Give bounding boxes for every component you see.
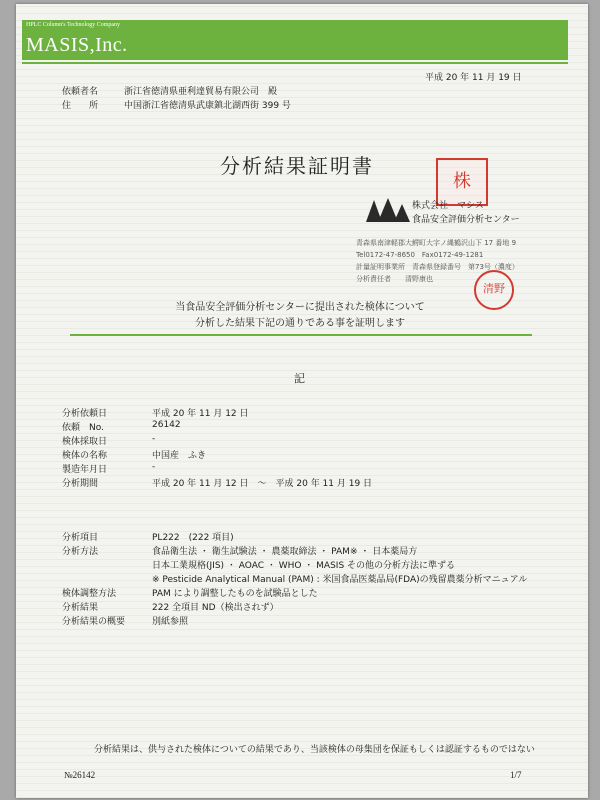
client-name-value: 浙江省徳清県亜利達貿易有限公司 殿 — [124, 87, 278, 97]
detail-label: 検体の名称 — [62, 451, 108, 461]
document-number: №26142 — [64, 770, 96, 780]
client-address-label: 住 所 — [62, 101, 99, 111]
detail-value: 平成 20 年 11 月 12 日 〜 平成 20 年 11 月 19 日 — [152, 479, 373, 489]
company-manager: 分析責任者 清野康也 — [356, 275, 433, 283]
detail-value: - — [152, 462, 156, 472]
client-address-value: 中国浙江省徳清県武康鎮北湖西街 399 号 — [124, 101, 291, 111]
detail-value: 中国産 ふき — [152, 451, 207, 461]
detail-value: 平成 20 年 11 月 12 日 — [152, 409, 249, 419]
summary-label: 分析結果の概要 — [62, 617, 126, 627]
issue-date: 平成 20 年 11 月 19 日 — [425, 73, 522, 83]
company-phone: Tel0172-47-8650 Fax0172-49-1281 — [356, 251, 484, 259]
client-name-label: 依頼者名 — [62, 87, 99, 97]
analysis-method-line-3: ※ Pesticide Analytical Manual (PAM) : 米国食品医薬品局(FDA)の残留農薬分析マニュアル — [152, 575, 528, 585]
summary-value: 別紙参照 — [152, 617, 189, 627]
company-seal: 株 — [436, 158, 488, 206]
company-registration: 計量証明事業所 青森県登録番号 第73号（濃度） — [356, 263, 519, 271]
document-page — [16, 4, 588, 798]
company-address: 青森県南津軽郡大鰐町大字ノ縄鶴沢山下 17 番地 9 — [356, 239, 517, 247]
company-logo-text: MASIS,Inc. — [26, 34, 128, 56]
analysis-method-line-1: 食品衛生法 ・ 衛生試験法 ・ 農薬取締法 ・ PAM※ ・ 日本薬局方 — [152, 547, 418, 557]
prep-method-label: 検体調整方法 — [62, 589, 117, 599]
prep-method-value: PAM により調整したものを試験品とした — [152, 589, 318, 599]
company-division: 食品安全評価分析センター — [412, 215, 520, 225]
company-logo-icon — [364, 196, 412, 224]
analysis-method-label: 分析方法 — [62, 547, 99, 557]
section-rule — [70, 334, 532, 336]
detail-label: 分析期間 — [62, 479, 99, 489]
detail-value: 26142 — [152, 420, 181, 430]
detail-label: 分析依頼日 — [62, 409, 108, 419]
analysis-item-value: PL222 (222 項目) — [152, 533, 234, 543]
certification-line-2: 分析した結果下記の通りである事を証明します — [195, 318, 405, 329]
result-label: 分析結果 — [62, 603, 99, 613]
page-number: 1/7 — [510, 770, 522, 780]
analysis-item-label: 分析項目 — [62, 533, 99, 543]
detail-label: 検体採取日 — [62, 437, 108, 447]
detail-label: 依頼 No. — [62, 423, 104, 433]
ki-heading: 記 — [294, 372, 305, 385]
header-tagline: HPLC Column's Technology Company — [26, 22, 121, 28]
certification-line-1: 当食品安全評価分析センターに提出された検体について — [175, 302, 425, 313]
company-name: 株式会社 マシス — [412, 201, 484, 211]
page-title: 分析結果証明書 — [220, 154, 374, 178]
manager-stamp: 清野 — [474, 270, 514, 310]
analysis-method-line-2: 日本工業規格(JIS) ・ AOAC ・ WHO ・ MASIS その他の分析方法に準ずる — [152, 561, 456, 571]
detail-label: 製造年月日 — [62, 465, 108, 475]
header-rule — [22, 62, 568, 64]
detail-value: - — [152, 434, 156, 444]
disclaimer-note: 分析結果は、供与された検体についての結果であり、当該検体の母集団を保証もしくは認証するものではない — [94, 745, 535, 755]
result-value: 222 全項目 ND（検出されず） — [152, 603, 279, 613]
